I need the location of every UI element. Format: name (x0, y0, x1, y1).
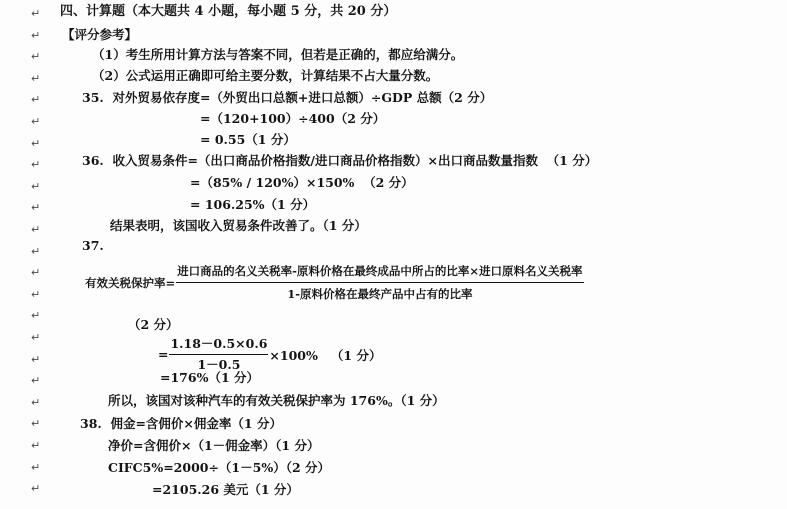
paragraph-mark: ↵ (31, 201, 41, 215)
paragraph-mark: ↵ (31, 136, 41, 150)
q37-conclusion: 所以，该国对该种汽车的有效关税保护率为 176%。（1 分） (108, 393, 445, 408)
q37-calc-equals: = (158, 347, 169, 362)
q35-step-1: =（120+100）÷400（2 分） (200, 111, 386, 126)
paragraph-mark: ↵ (31, 374, 41, 388)
paragraph-mark: ↵ (31, 352, 41, 366)
paragraph-mark: ↵ (31, 417, 41, 431)
section-title: 四、计算题（本大题共 4 小题，每小题 5 分，共 20 分） (60, 4, 397, 19)
q37-formula-score: （2 分） (128, 317, 179, 332)
paragraph-mark: ↵ (31, 331, 41, 344)
q38-cifc: CIFC5%=2000÷（1－5%）（2 分） (108, 460, 331, 475)
q37-formula-numerator: 进口商品的名义关税率-原料价格在最终成品中所占的比率×进口原料名义关税率 (176, 263, 583, 283)
paragraph-mark: ↵ (31, 223, 41, 236)
paragraph-mark: ↵ (31, 395, 41, 409)
q37-calculation (158, 336, 381, 373)
paragraph-mark: ↵ (31, 158, 41, 172)
q37-formula (85, 263, 585, 302)
q37-formula-label: 有效关税保护率= (85, 275, 176, 290)
q36-conclusion: 结果表明，该国收入贸易条件改善了。（1 分） (110, 218, 367, 233)
q35-formula: 35. 对外贸易依存度=（外贸出口总额+进口总额）÷GDP 总额（2 分） (82, 90, 493, 105)
scoring-note-1: （1）考生所用计算方法与答案不同，但若是正确的，都应给满分。 (92, 47, 464, 62)
q37-calc-fraction (169, 336, 268, 373)
paragraph-mark: ↵ (31, 115, 41, 128)
q37-formula-fraction (176, 263, 583, 302)
paragraph-mark: ↵ (31, 28, 41, 42)
q35-result: = 0.55（1 分） (200, 132, 296, 147)
q37-calc-numerator: 1.18－0.5×0.6 (169, 336, 268, 355)
q38-net-price: 净价=含佣价×（1－佣金率）（1 分） (108, 438, 320, 453)
q37-calc-denominator: 1－0.5 (197, 357, 241, 372)
q36-step-1: =（85% / 120%）×150% （2 分） (190, 175, 414, 190)
paragraph-mark: ↵ (31, 460, 41, 474)
scoring-note-2: （2）公式运用正确即可给主要分数，计算结果不占大量分数。 (92, 68, 439, 83)
paragraph-mark: ↵ (31, 287, 41, 301)
paragraph-mark: ↵ (31, 179, 41, 193)
q37-result: =176%（1 分） (160, 370, 259, 385)
q36-formula: 36. 收入贸易条件=（出口商品价格指数/进口商品价格指数）×出口商品数量指数 （1 分） (82, 153, 598, 168)
q37-formula-denominator: 1-原料价格在最终产品中占有的比率 (287, 287, 473, 301)
paragraph-mark: ↵ (31, 244, 41, 258)
q37-number: 37. (82, 238, 104, 253)
paragraph-mark: ↵ (31, 93, 41, 107)
scoring-header: 【评分参考】 (62, 27, 138, 42)
q38-result: =2105.26 美元（1 分） (152, 482, 299, 497)
q36-result: = 106.25%（1 分） (190, 197, 316, 212)
q38-commission: 38. 佣金=含佣价×佣金率（1 分） (80, 416, 282, 431)
paragraph-mark: ↵ (31, 266, 41, 280)
paragraph-mark: ↵ (31, 71, 41, 85)
paragraph-mark: ↵ (31, 482, 41, 496)
paragraph-mark: ↵ (31, 439, 41, 452)
paragraph-mark: ↵ (31, 309, 41, 323)
paragraph-marks (31, 0, 45, 509)
paragraph-mark: ↵ (31, 50, 41, 64)
paragraph-mark: ↵ (31, 7, 41, 20)
q37-calc-tail: ×100% （1 分） (269, 347, 382, 363)
